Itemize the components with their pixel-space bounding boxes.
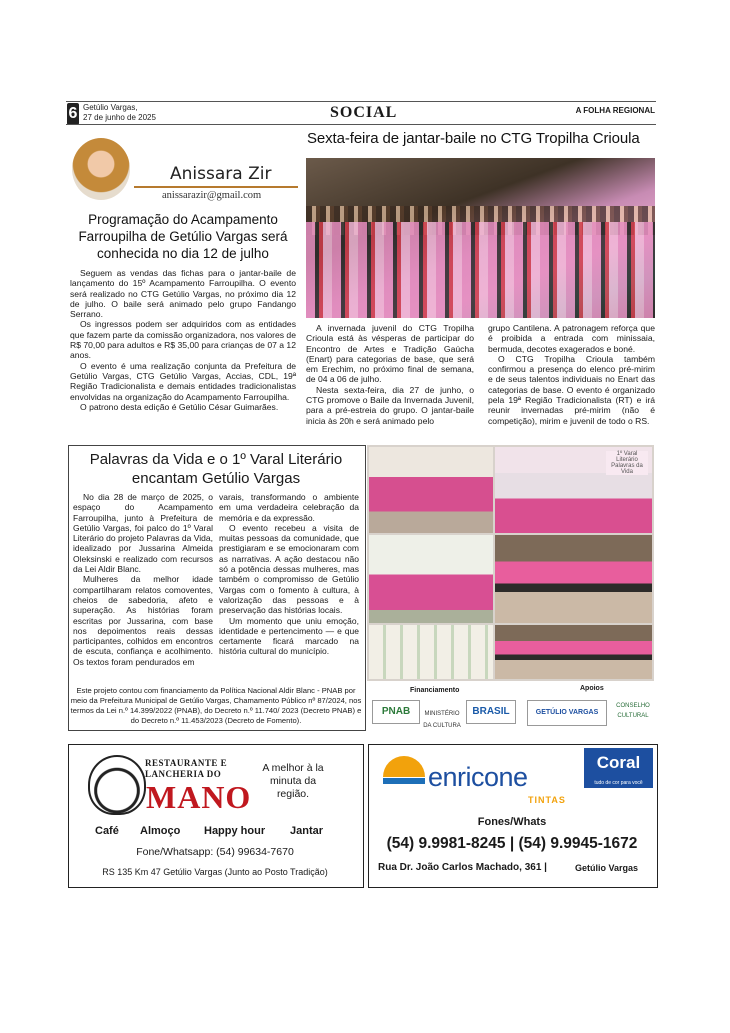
varal-headline: Palavras da Vida e o 1º Varal Literário encantam Getúlio Vargas (89, 451, 343, 487)
column-paragraph: O patrono desta edição é Getúlio César Guimarães. (80, 401, 279, 412)
varal-paragraph: varais, transformando o ambiente em uma verdadeira celebração da memória e da expressão. (219, 492, 359, 523)
mano-phone: Fone/Whatsapp: (54) 99634-7670 (136, 846, 294, 858)
varal-paragraph: No dia 28 de março de 2025, o espaço do Acampamento Farroupilha, junto à Prefeitura de Getúlio Vargas, foi palco do 1º Varal Literário do projeto Palavras da Vida, idealizado por Jussarina Almeida Oleksinski e realizado com recursos da Lei Aldir Blanc. (73, 492, 213, 575)
collage-photo-group (495, 535, 652, 623)
author-avatar (72, 138, 130, 200)
author-name: Anissara Zir (170, 164, 272, 184)
mano-title-line2: LANCHERIA DO (145, 769, 222, 779)
enricone-brand: enricone (428, 762, 528, 792)
varal-photo-collage (367, 445, 654, 681)
pnab-logo: PNAB (372, 700, 420, 724)
varal-sign: 1º Varal Literário Palavras da Vida (606, 451, 648, 475)
column-body (70, 268, 296, 412)
photo-dancers (306, 222, 655, 318)
mano-mascot-icon (88, 755, 146, 815)
enricone-city: Getúlio Vargas (575, 863, 639, 873)
header-date: 27 de junho de 2025 (83, 113, 156, 122)
header-rule (66, 124, 656, 125)
paper-name: A FOLHA REGIONAL (575, 106, 655, 115)
column-headline: Programação do Acampamento Farroupilha de Getúlio Vargas será conhecida no dia 12 de julho (78, 212, 288, 261)
enricone-emblem-icon (381, 753, 427, 793)
funding-note: Este projeto contou com financiamento da Política Nacional Aldir Blanc - PNAB por meio da Prefeitura Municipal de Getúlio Vargas, Chamamento Público nº 87/2024, nos termos da Lei n.º 14.399/2022 (PNAB), do Decreto n.º 11.740/ 2023 (Decreto PNAB) e do Decreto n.º 11.453/2023 (Decreto de Fomento). (70, 686, 362, 725)
enricone-phones: (54) 9.9981-8245 | (54) 9.9945-1672 (386, 835, 638, 852)
varal-paragraph: Mulheres da melhor idade compartilharam relatos comoventes, cheios de sabedoria, afeto e superação. As histórias foram escritas por Jussarina, com base nos depoimentos reais dessas participantes, colhidos em encontros de escuta, confiança e acolhimento. Os textos foram pendurados em (73, 574, 213, 667)
column-paragraph: Seguem as vendas das fichas para o jantar-baile de lançamento do 15º Acampamento Farroupilha. O evento será realizado no CTG Getúlio Vargas, no próximo dia 12 de julho. O baile será animado pelo grupo Fandango Serrano. (70, 268, 296, 320)
minc-logo: MINISTÉRIO DA CULTURA (422, 708, 462, 720)
collage-photo-women (369, 447, 493, 533)
main-paragraph: A invernada juvenil do CTG Tropilha Crioula está às vésperas de participar do Encontro de Artes e Tradição Gaúcha (Enart) para categorias de base, que será em Erechim, no próximo final de semana, de 04 a 06 de julho. (306, 323, 474, 385)
column-paragraph: O evento é uma realização conjunta da Prefeitura de Getúlio Vargas, CTG Getúlio Vargas, Accias, CDL, 19ª Região Tradicionalista e demais entidades tradicionalistas envolvidas na organização do Acampamento Farroupilha. (70, 360, 296, 402)
main-paragraph: grupo Cantilena. A patronagem reforça que é proibida a entrada com minissaia, bermuda, decotes exagerados e boné. (488, 323, 655, 354)
column-paragraph: Os ingressos podem ser adquiridos com as entidades que fazem parte da comissão organizadora, nos valores de R$ 70,00 para adultos e R$ 35,00 para crianças de 07 a 12 anos. (70, 319, 296, 361)
collage-photo-balloons (369, 535, 493, 623)
phones-label: Fones/Whats (477, 816, 547, 828)
support-label: Apoios (580, 685, 604, 692)
conselho-cultural-logo: CONSELHO CULTURAL (612, 697, 654, 729)
main-story-col-1 (306, 323, 474, 426)
menu-happy-hour: Happy hour (204, 825, 266, 837)
menu-cafe: Café (95, 825, 119, 837)
collage-photo-audience (495, 625, 652, 679)
getulio-vargas-logo: GETÚLIO VARGAS (527, 700, 607, 726)
varal-col-2 (219, 492, 359, 657)
header-city: Getúlio Vargas, (83, 103, 138, 112)
collage-photo-speaker (495, 447, 652, 533)
author-divider (134, 186, 298, 188)
brasil-logo: BRASIL (466, 700, 516, 724)
main-paragraph: Nesta sexta-feira, dia 27 de junho, o CTG promove o Baile da Invernada Juvenil, para a pré-estreia do grupo. O jantar-baile inicia às 20h e será animado pelo (306, 384, 474, 426)
mano-address: RS 135 Km 47 Getúlio Vargas (Junto ao Posto Tradição) (102, 867, 328, 877)
varal-paragraph: O evento recebeu a visita de muitas pessoas da comunidade, que prestigiaram e se emocionaram com as narrativas. A ação destacou não só a potência dessas mulheres, mas também o compromisso de Getúlio Vargas com o fomento à cultura, à valorização das pessoas e à preservação das histórias locais. (219, 522, 359, 616)
section-title: SOCIAL (330, 104, 398, 121)
ctg-group-photo (306, 158, 655, 318)
page-number: 6 (67, 103, 79, 125)
varal-col-1 (73, 492, 213, 667)
author-email: anissarazir@gmail.com (162, 190, 262, 201)
main-story-col-2 (488, 323, 655, 426)
enricone-address: Rua Dr. João Carlos Machado, 361 | (378, 862, 547, 873)
coral-logo: Coral (584, 748, 653, 788)
main-paragraph: O CTG Tropilha Crioula também confirmou a presença do elenco pré-mirim e de seus talentos individuais no Enart das categorias de base. O evento é organizado pela 19ª Região Tradicionalista (RT) e irá reunir invernadas pré-mirim (não é competição), mirim e juvenil de todo o RS. (488, 353, 655, 426)
varal-paragraph: Um momento que uniu emoção, identidade e pertencimento — e que certamente ficará marcado na história cultural do município. (219, 615, 359, 657)
coral-tagline: tudo de cor para você (594, 780, 643, 786)
mano-brand: MANO (146, 779, 252, 815)
menu-almoco: Almoço (140, 825, 181, 837)
menu-jantar: Jantar (290, 825, 324, 837)
enricone-sub: TINTAS (528, 795, 566, 805)
financing-label: Financiamento (410, 687, 460, 694)
main-headline: Sexta-feira de jantar-baile no CTG Tropilha Crioula (307, 130, 640, 147)
mano-title-line1: RESTAURANTE E (145, 758, 228, 768)
mano-tagline: A melhor à la minuta da região. (262, 762, 324, 800)
top-rule (66, 101, 656, 102)
collage-photo-clothesline (369, 625, 493, 679)
